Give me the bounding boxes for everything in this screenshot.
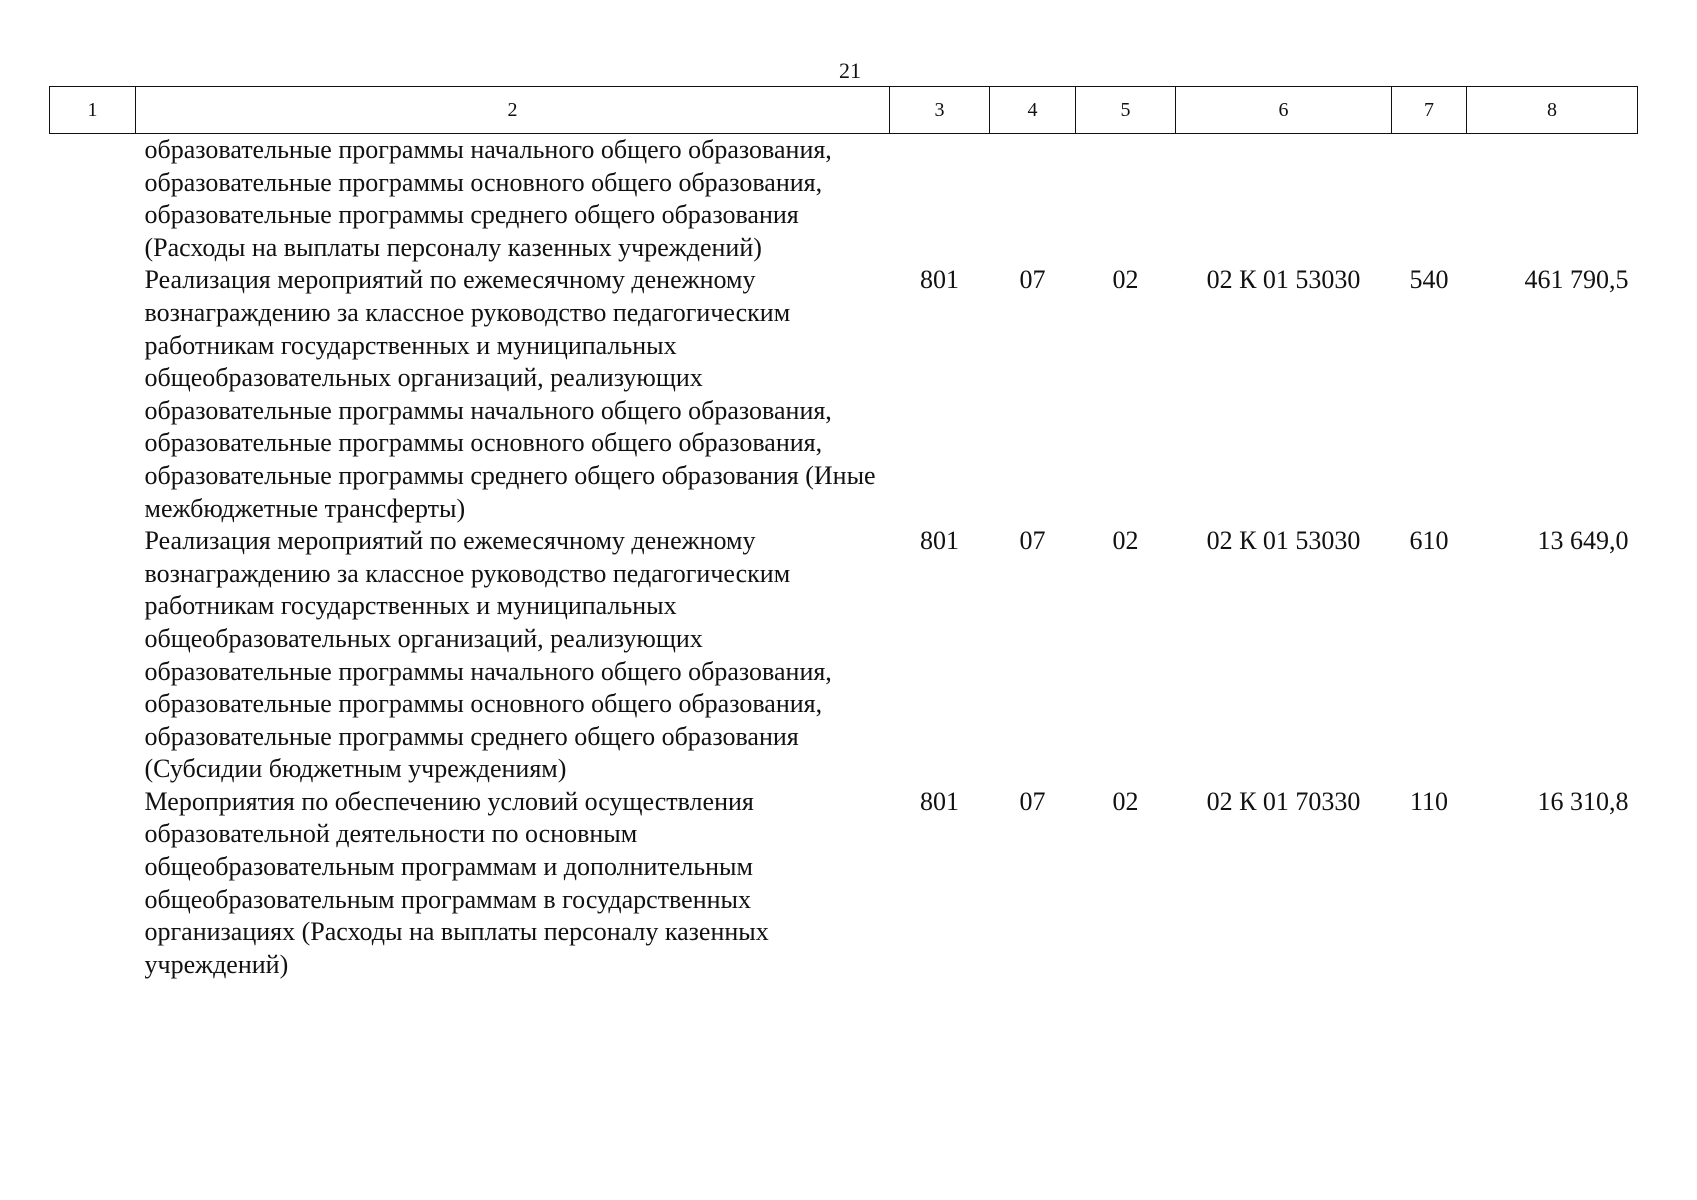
cell-col-1: [50, 134, 136, 265]
cell-col-5: 02: [1112, 526, 1139, 556]
header-col-3: 3: [890, 87, 990, 134]
header-col-6: 6: [1176, 87, 1392, 134]
table-body: [50, 134, 1638, 982]
cell-col-3: 801: [920, 265, 959, 295]
cell-col-7: [1392, 134, 1467, 265]
cell-col-4: 07: [1019, 265, 1046, 295]
cell-description: Мероприятия по обеспечению условий осуществления образовательной деятельности по основным общеобразовательным программам и дополнительным общеобразовательным программам в государственных организациях (Расходы на выплаты персоналу казенных учреждений): [144, 786, 769, 979]
cell-col-8: 16 310,8: [1537, 786, 1629, 816]
cell-description: образовательные программы начального общего образования, образовательные программы основного общего образования, образовательные программы среднего общего образования (Расходы на выплаты персоналу казенных учреждений): [144, 135, 832, 262]
cell-col-1: [50, 525, 136, 786]
cell-col-5: 02: [1112, 786, 1139, 816]
table-header: [50, 87, 1638, 134]
cell-col-1: [50, 264, 136, 525]
cell-col-7: 540: [1409, 265, 1449, 295]
cell-col-8: [1467, 134, 1638, 265]
cell-col-4: [990, 134, 1076, 265]
cell-col-8: 461 790,5: [1524, 265, 1629, 295]
header-col-1: 1: [50, 87, 136, 134]
budget-table: [49, 86, 1638, 981]
header-col-7: 7: [1392, 87, 1467, 134]
cell-col-4: 07: [1019, 526, 1046, 556]
header-col-5: 5: [1076, 87, 1176, 134]
page-number: 21: [839, 58, 861, 83]
table-row: [50, 525, 1638, 786]
cell-col-4: 07: [1019, 786, 1046, 816]
cell-col-6: 02 К 01 70330: [1206, 786, 1361, 816]
header-col-8: 8: [1467, 87, 1638, 134]
cell-description: Реализация мероприятий по ежемесячному денежному вознаграждению за классное руководство педагогическим работникам государственных и муниципальных общеобразовательных организаций, реализующих образовательные программы начального общего образования, образовательные программы основного общего образования, образовательные программы среднего общего образования (Субсидии бюджетным учреждениям): [144, 526, 832, 784]
cell-col-7: 610: [1409, 526, 1449, 556]
cell-col-1: [50, 786, 136, 982]
header-col-4: 4: [990, 87, 1076, 134]
cell-col-5: 02: [1112, 265, 1139, 295]
cell-col-6: [1176, 134, 1392, 265]
header-col-2: 2: [136, 87, 890, 134]
table-row: [50, 134, 1638, 265]
cell-col-3: 801: [920, 526, 959, 556]
cell-col-3: 801: [920, 786, 959, 816]
table-row: [50, 786, 1638, 982]
cell-col-5: [1076, 134, 1176, 265]
cell-col-6: 02 К 01 53030: [1206, 526, 1361, 556]
table-row: [50, 264, 1638, 525]
cell-col-3: [890, 134, 990, 265]
cell-col-7: 110: [1409, 786, 1449, 816]
cell-col-8: 13 649,0: [1537, 526, 1629, 556]
header-row: [50, 87, 1638, 134]
cell-col-6: 02 К 01 53030: [1206, 265, 1361, 295]
cell-description: Реализация мероприятий по ежемесячному денежному вознаграждению за классное руководство педагогическим работникам государственных и муниципальных общеобразовательных организаций, реализующих образовательные программы начального общего образования, образовательные программы основного общего образования, образовательные программы среднего общего образования (Иные межбюджетные трансферты): [144, 265, 876, 523]
